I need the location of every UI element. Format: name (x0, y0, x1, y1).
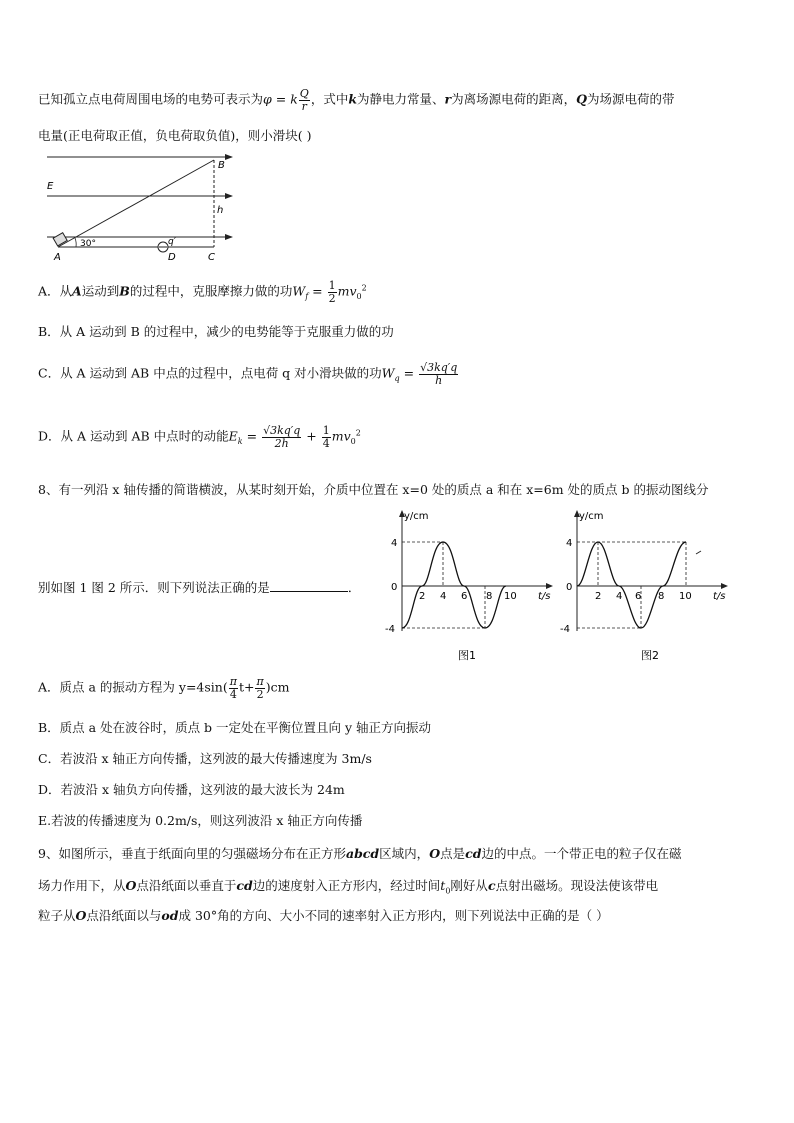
q9-text: 场力作用下，从 (38, 878, 126, 893)
fraction-numerator: √3kq′q (263, 424, 301, 437)
q9-text: 边的中点。一个带正电的粒子仅在磁 (481, 846, 682, 861)
point-o: O (75, 908, 87, 923)
q8-option-a (38, 676, 289, 700)
fraction-numerator: 1 (322, 424, 330, 437)
d-fraction-2 (322, 425, 331, 449)
work-symbol: W (381, 365, 395, 381)
q9-stem-line3 (38, 906, 609, 924)
point-c: c (487, 878, 496, 893)
q9-stem-line1 (38, 844, 681, 862)
q7-stem-text: 为场源电荷的带 (587, 91, 675, 107)
q9-text: 刚好从 (450, 878, 488, 893)
vibration-graph-1 (380, 505, 560, 665)
point-o: O (429, 846, 441, 861)
c-fraction (419, 362, 458, 386)
q7-stem-text: 已知孤立点电荷周围电场的电势可表示为 (38, 91, 264, 107)
fraction-numerator: 1 (328, 279, 336, 292)
label-angle: 30° (80, 239, 96, 249)
subscript: q (394, 374, 400, 384)
square-label: abcd (345, 846, 380, 861)
subscript: f (305, 292, 309, 302)
y-tick-zero: 0 (391, 582, 398, 593)
y-axis-label: y/cm (579, 511, 604, 522)
wave-curve (577, 542, 686, 628)
x-axis-label: t/s (538, 591, 551, 602)
fraction-numerator: π (256, 675, 264, 688)
q9-text: 点是 (440, 846, 466, 861)
q9-text: 9、如图所示，垂直于纸面向里的匀强磁场分布在正方形 (38, 846, 346, 861)
q7-incline-figure (42, 150, 242, 265)
option-text: )cm (265, 679, 290, 695)
fraction-numerator: π (229, 675, 237, 688)
k-symbol: k (348, 91, 357, 107)
x-tick: 6 (635, 591, 642, 602)
y-axis-label: y/cm (404, 511, 429, 522)
q8-option-e: E.若波的传播速度为 0.2m/s，则这列波沿 x 轴正方向传播 (38, 813, 363, 828)
energy-symbol: E (228, 428, 238, 444)
q9-text: 点沿纸面以垂直于 (136, 878, 237, 893)
fraction-numerator: Q (299, 87, 309, 100)
answer-blank (270, 579, 348, 592)
slider-block (53, 233, 67, 246)
y-tick-top: 4 (566, 538, 573, 549)
work-symbol: W (292, 283, 306, 299)
y-tick-top: 4 (391, 538, 398, 549)
equals-sign: = (271, 91, 291, 107)
label-C: C (208, 252, 215, 263)
q-symbol: Q (576, 91, 588, 107)
q8-option-c: C．若波沿 x 轴正方向传播，这列波的最大传播速度为 3m/s (38, 751, 372, 766)
q7-stem-text: 为静电力常量、 (357, 91, 445, 107)
label-h: h (217, 205, 224, 216)
fraction-denominator: 4 (229, 687, 237, 701)
superscript: 2 (355, 428, 361, 438)
point-a: A (72, 283, 82, 299)
mv-term: mv (337, 283, 357, 299)
option-text: 运动到 (81, 283, 120, 299)
x-tick: 8 (658, 591, 665, 602)
equals-sign: = (242, 428, 262, 444)
q9-stem-line2 (38, 876, 658, 896)
q7-option-b: B．从 A 运动到 B 的过程中，减少的电势能等于克服重力做的功 (38, 324, 394, 339)
x-tick: 10 (504, 591, 517, 602)
q8-stem-line1: 8、有一列沿 x 轴传播的简谐横波，从某时刻开始，介质中位置在 x=0 处的质点 a 和在 x=6m 处的质点 b 的振动图线分 (38, 482, 709, 497)
q9-text: 粒子从 (38, 908, 76, 923)
fraction-denominator: 2h (274, 436, 289, 450)
x-tick: 8 (486, 591, 493, 602)
k-symbol: k (290, 91, 298, 107)
q9-text: 区域内， (379, 846, 430, 861)
incline (58, 160, 214, 247)
pi-over-4 (229, 676, 238, 700)
graph-caption: 图1 (458, 649, 476, 662)
subscript: 0 (350, 437, 356, 447)
label-D: D (168, 252, 176, 263)
label-E: E (47, 181, 54, 192)
graph-caption: 图2 (641, 649, 659, 662)
q7-option-d (38, 425, 361, 449)
q8-stem-text: ． (347, 580, 361, 595)
q7-stem-line1 (38, 88, 675, 112)
q9-text: 边的速度射入正方形内，经过时间 (252, 878, 441, 893)
option-text: 的过程中，克服摩擦力做的功 (129, 283, 293, 299)
angle-arc (75, 238, 76, 247)
half-fraction (328, 280, 337, 304)
q8-option-d: D．若波沿 x 轴负方向传播，这列波的最大波长为 24m (38, 782, 345, 797)
q7-stem-text: ，式中 (310, 91, 349, 107)
x-tick: 10 (679, 591, 692, 602)
y-tick-bottom: -4 (560, 624, 570, 635)
q8-option-b: B．质点 a 处在波谷时，质点 b 一定处在平衡位置且向 y 轴正方向振动 (38, 720, 432, 735)
q9-text: 点沿纸面以与 (86, 908, 162, 923)
y-tick-bottom: -4 (385, 624, 395, 635)
q8-stem-line2 (38, 578, 360, 596)
point-b: B (119, 283, 130, 299)
label-q: q′ (168, 237, 176, 247)
vibration-graph-2 (555, 505, 735, 665)
pi-over-2 (255, 676, 264, 700)
x-tick: 2 (595, 591, 602, 602)
edge-cd: cd (236, 878, 253, 893)
q-over-r-fraction (299, 88, 310, 112)
label-A: A (54, 252, 61, 263)
q7-option-a (38, 280, 367, 304)
d-fraction-1 (262, 425, 301, 449)
subscript: 0 (356, 292, 362, 302)
line-od: od (161, 908, 179, 923)
fraction-numerator: √3kq′q (420, 361, 458, 374)
x-tick: 2 (419, 591, 426, 602)
subscript: 0 (445, 886, 451, 896)
equals-sign: = (399, 365, 419, 381)
point-o: O (125, 878, 137, 893)
fraction-denominator: h (435, 373, 443, 387)
fraction-denominator: 2 (328, 291, 336, 305)
superscript: 2 (361, 283, 367, 293)
fraction-denominator: 2 (256, 687, 264, 701)
q8-stem-text: 别如图 1 图 2 所示．则下列说法正确的是 (38, 580, 270, 595)
option-text: D．从 A 运动到 AB 中点时的动能 (38, 428, 229, 444)
option-text: A．从 (38, 283, 73, 299)
r-symbol: r (444, 91, 452, 107)
tick-mark (696, 551, 701, 554)
q9-text: 成 30°角的方向、大小不同的速率射入正方形内，则下列说法中正确的是（ ） (178, 908, 609, 923)
time-symbol: t (440, 878, 446, 893)
option-text: C．从 A 运动到 AB 中点的过程中，点电荷 q 对小滑块做的功 (38, 365, 382, 381)
x-tick: 4 (440, 591, 447, 602)
option-text: A．质点 a 的振动方程为 y=4sin( (38, 679, 228, 695)
q9-text: 点射出磁场。现设法使该带电 (495, 878, 659, 893)
q7-stem-text: 为离场源电荷的距离， (451, 91, 577, 107)
x-axis-label: t/s (713, 591, 726, 602)
label-B: B (218, 160, 225, 171)
fraction-denominator: r (301, 99, 307, 113)
option-text: t+ (238, 679, 255, 695)
fraction-denominator: 4 (322, 436, 330, 450)
edge-cd: cd (465, 846, 482, 861)
y-tick-zero: 0 (566, 582, 573, 593)
equals-sign: = (308, 283, 327, 299)
q7-option-c (38, 362, 459, 386)
subscript: k (237, 437, 243, 447)
wave-curve (402, 542, 506, 628)
q7-stem-line2: 电量(正电荷取正值，负电荷取负值)，则小滑块( ) (38, 128, 312, 143)
x-tick: 6 (461, 591, 468, 602)
x-tick: 4 (616, 591, 623, 602)
plus-sign: + (302, 428, 321, 444)
mv-term: mv (331, 428, 351, 444)
phi-symbol: φ (263, 91, 272, 107)
